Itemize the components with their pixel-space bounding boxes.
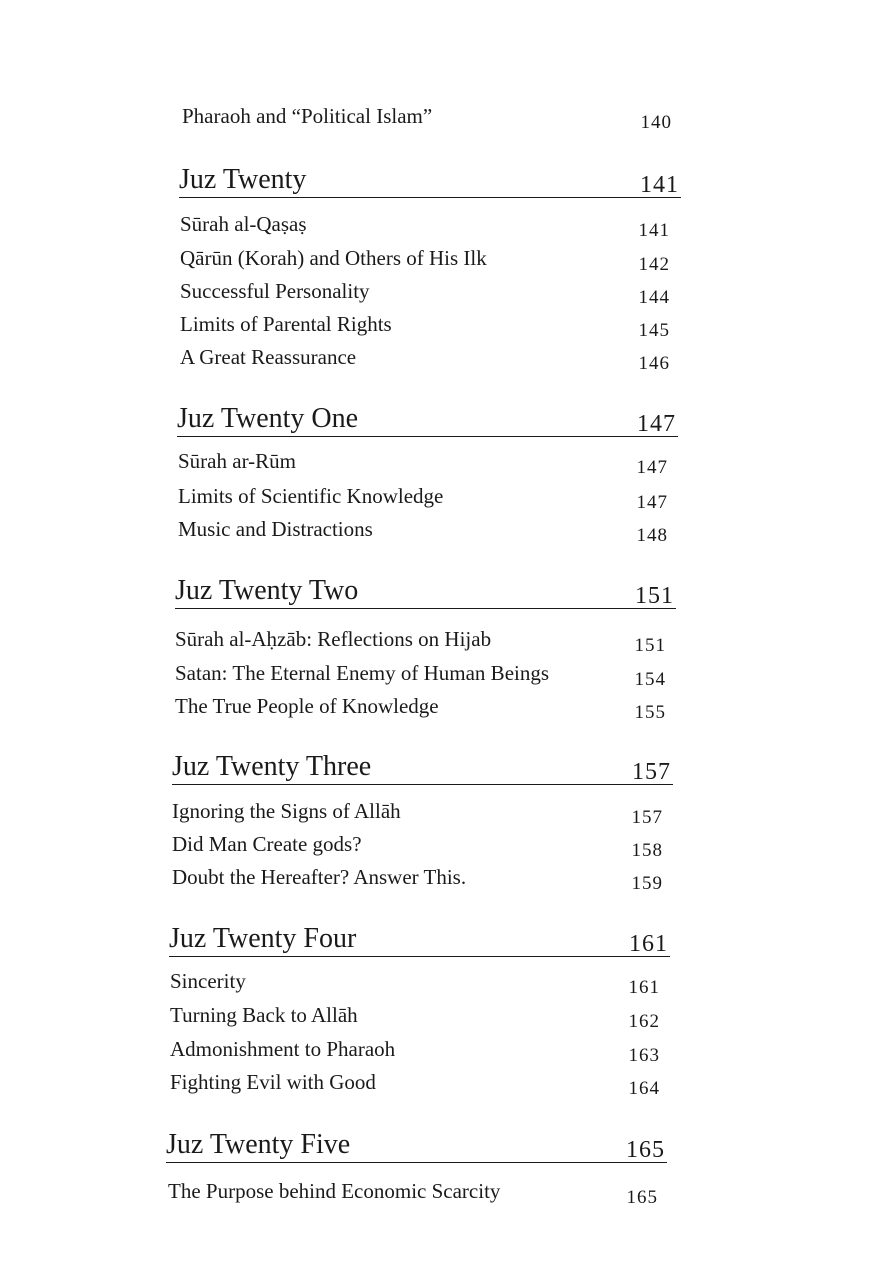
toc-entry — [175, 694, 666, 723]
toc-entry-title: Successful Personality — [180, 279, 370, 303]
toc-entry-title: Music and Distractions — [178, 517, 373, 541]
toc-entry — [172, 832, 663, 861]
toc-entry-title: Did Man Create gods? — [172, 832, 362, 856]
toc-entry — [175, 661, 666, 690]
toc-entry — [170, 969, 660, 998]
toc-entry — [170, 1037, 660, 1066]
toc-entry-page: 163 — [628, 1045, 660, 1066]
toc-entry-title: Doubt the Hereafter? Answer This. — [172, 865, 467, 889]
toc-entry — [180, 345, 670, 374]
toc-entry-page: 151 — [634, 635, 666, 656]
toc-entry-title: Ignoring the Signs of Allāh — [172, 799, 401, 823]
toc-entry — [180, 312, 670, 341]
juz-heading — [179, 166, 681, 198]
juz-heading-title: Juz Twenty Three — [172, 751, 372, 782]
toc-entry-title: Limits of Parental Rights — [180, 312, 392, 336]
juz-heading — [169, 925, 670, 957]
toc-entry — [172, 799, 663, 828]
toc-entry-page: 141 — [638, 220, 670, 241]
toc-entry — [178, 517, 668, 546]
toc-entry — [175, 627, 666, 656]
toc-entry-title: A Great Reassurance — [180, 345, 357, 369]
toc-entry-title: Sūrah al-Qaṣaṣ — [180, 212, 307, 236]
juz-heading — [172, 753, 673, 785]
toc-entry-page: 161 — [628, 977, 660, 998]
juz-heading — [175, 577, 676, 609]
toc-entry — [178, 484, 668, 513]
toc-entry-page: 154 — [634, 669, 666, 690]
juz-heading-title: Juz Twenty Four — [169, 923, 357, 954]
juz-heading-title: Juz Twenty One — [177, 403, 359, 434]
toc-entry-title: The True People of Knowledge — [175, 694, 439, 718]
toc-entry-page: 155 — [634, 702, 666, 723]
juz-heading-page: 165 — [626, 1137, 665, 1163]
toc-entry-title: Limits of Scientific Knowledge — [178, 484, 444, 508]
toc-entry-title: Admonishment to Pharaoh — [170, 1037, 396, 1061]
juz-heading — [177, 405, 678, 437]
toc-entry-page: 144 — [638, 287, 670, 308]
toc-entry-title: Sūrah ar-Rūm — [178, 449, 296, 473]
toc-entry — [172, 865, 663, 894]
toc-entry-page: 148 — [636, 525, 668, 546]
toc-entry-title: Sūrah al-Aḥzāb: Reflections on Hijab — [175, 627, 492, 651]
toc-entry — [180, 212, 670, 241]
toc-entry-page: 164 — [628, 1078, 660, 1099]
toc-entry-page: 159 — [631, 873, 663, 894]
toc-entry — [180, 279, 670, 308]
toc-entry — [168, 1179, 658, 1208]
toc-entry-page: 145 — [638, 320, 670, 341]
toc-entry-title: Pharaoh and “Political Islam” — [182, 104, 433, 128]
toc-entry-title: Turning Back to Allāh — [170, 1003, 358, 1027]
juz-heading-title: Juz Twenty Two — [175, 575, 359, 606]
toc-entry-title: The Purpose behind Economic Scarcity — [168, 1179, 501, 1203]
juz-heading-page: 141 — [640, 172, 679, 198]
toc-entry — [182, 104, 672, 133]
toc-entry-page: 146 — [638, 353, 670, 374]
juz-heading-title: Juz Twenty Five — [166, 1129, 351, 1160]
toc-entry-page: 147 — [636, 492, 668, 513]
toc-entry-page: 142 — [638, 254, 670, 275]
toc-entry — [170, 1003, 660, 1032]
juz-heading-page: 157 — [632, 759, 671, 785]
toc-entry-page: 165 — [626, 1187, 658, 1208]
juz-heading-title: Juz Twenty — [179, 164, 307, 195]
juz-heading-page: 147 — [637, 411, 676, 437]
toc-entry-page: 162 — [628, 1011, 660, 1032]
juz-heading — [166, 1131, 667, 1163]
toc-entry-title: Qārūn (Korah) and Others of His Ilk — [180, 246, 487, 270]
toc-entry-title: Sincerity — [170, 969, 246, 993]
toc-entry-page: 147 — [636, 457, 668, 478]
toc-entry-title: Satan: The Eternal Enemy of Human Beings — [175, 661, 550, 685]
toc-entry-page: 140 — [640, 112, 672, 133]
toc-entry-page: 157 — [631, 807, 663, 828]
toc-entry — [178, 449, 668, 478]
juz-heading-page: 161 — [629, 931, 668, 957]
toc-entry — [180, 246, 670, 275]
toc-entry — [170, 1070, 660, 1099]
toc-entry-title: Fighting Evil with Good — [170, 1070, 376, 1094]
toc-entry-page: 158 — [631, 840, 663, 861]
juz-heading-page: 151 — [635, 583, 674, 609]
